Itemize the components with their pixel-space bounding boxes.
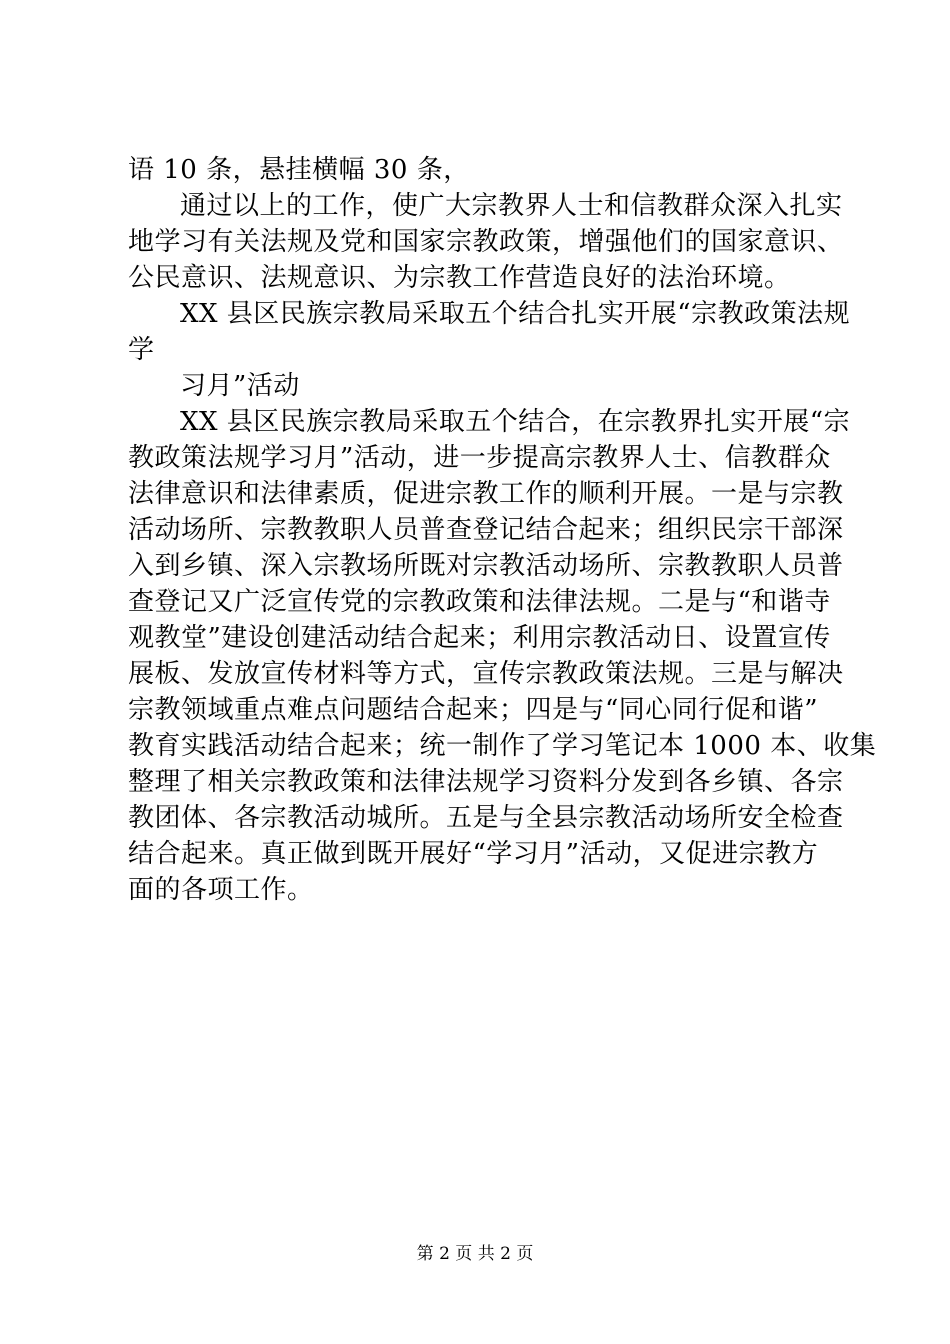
text-line: 入到乡镇、深入宗教场所既对宗教活动场所、宗教教职人员普 [128,551,844,581]
paragraph-start-line: XX 县区民族宗教局采取五个结合，在宗教界扎实开展“宗 [180,407,851,437]
text-line: 展板、发放宣传材料等方式，宣传宗教政策法规。三是与解决 [128,659,844,689]
text-line: 活动场所、宗教教职人员普查登记结合起来；组织民宗干部深 [128,515,844,545]
text-line: 结合起来。真正做到既开展好“学习月”活动，又促进宗教方 [128,839,819,869]
text-line: 公民意识、法规意识、为宗教工作营造良好的法治环境。 [128,263,791,293]
text-line: 整理了相关宗教政策和法律法规学习资料分发到各乡镇、各宗 [128,767,844,797]
page-number-footer: 第 2 页 共 2 页 [416,1244,534,1264]
text-line: 地学习有关法规及党和国家宗教政策，增强他们的国家意识、 [128,227,844,257]
text-line: 教育实践活动结合起来；统一制作了学习笔记本 1000 本、收集 [128,731,877,761]
text-line: 教团体、各宗教活动城所。五是与全县宗教活动场所安全检查 [128,803,844,833]
text-line: 观教堂”建设创建活动结合起来；利用宗教活动日、设置宣传 [128,623,831,653]
heading-line: XX 县区民族宗教局采取五个结合扎实开展“宗教政策法规 [180,299,851,329]
text-line: 面的各项工作。 [128,875,314,905]
text-line: 宗教领域重点难点问题结合起来；四是与“同心同行促和谐” [128,695,819,725]
text-line: 查登记又广泛宣传党的宗教政策和法律法规。二是与“和谐寺 [128,587,831,617]
text-line: 语 10 条，悬挂横幅 30 条， [128,155,470,185]
text-line: 法律意识和法律素质，促进宗教工作的顺利开展。一是与宗教 [128,479,844,509]
heading-line: 习月”活动 [180,371,300,401]
text-line: 教政策法规学习月”活动，进一步提高宗教界人士、信教群众 [128,443,831,473]
heading-line: 学 [128,335,155,365]
paragraph-start-line: 通过以上的工作，使广大宗教界人士和信教群众深入扎实 [180,191,843,221]
